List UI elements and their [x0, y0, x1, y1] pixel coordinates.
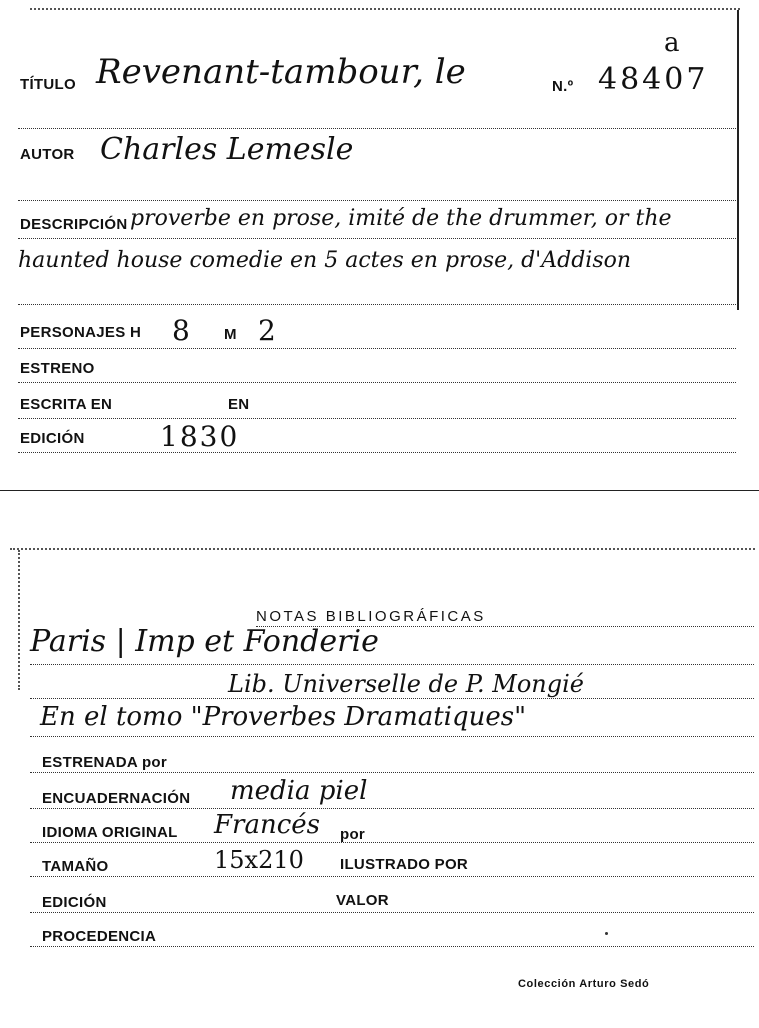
procedencia-label: PROCEDENCIA	[42, 928, 157, 945]
estreno-label: ESTRENO	[20, 360, 95, 377]
rule-descripcion-1	[18, 238, 736, 239]
tamano-value: 15x210	[214, 846, 304, 874]
edicion-value-top: 1830	[160, 420, 240, 453]
rule-edicion-bottom	[30, 912, 754, 913]
encuadernacion-label: ENCUADERNACIÓN	[42, 790, 191, 807]
card-top-bottom-edge	[0, 490, 759, 491]
card-bottom-top-edge	[10, 548, 755, 550]
escrita-label: ESCRITA EN	[20, 396, 113, 413]
rule-autor	[18, 200, 736, 201]
rule-notas-1	[30, 664, 754, 665]
valor-label: VALOR	[336, 892, 389, 909]
catalog-card-front	[0, 0, 759, 495]
rule-tamano	[30, 876, 754, 877]
notas-line2: Lib. Universelle de P. Mongié	[228, 670, 584, 698]
descripcion-label: DESCRIPCIÓN	[20, 216, 128, 233]
card-left-edge	[18, 550, 20, 690]
card-top-edge	[30, 8, 740, 10]
ink-speck	[605, 932, 608, 935]
descripcion-line2: haunted house comedie en 5 actes en prose, d'Addison	[18, 248, 632, 273]
collection-footer: Colección Arturo Sedó	[518, 978, 650, 990]
ilustrado-label: ILUSTRADO POR	[340, 856, 469, 873]
notas-heading: NOTAS BIBLIOGRÁFICAS	[256, 608, 486, 625]
personajes-m-value: 2	[258, 314, 276, 347]
card-right-edge	[737, 10, 739, 310]
autor-value: Charles Lemesle	[100, 132, 354, 167]
idioma-por-label: por	[340, 826, 366, 843]
rule-titulo	[18, 128, 736, 129]
rule-edicion	[18, 452, 736, 453]
rule-notas-3	[30, 736, 754, 737]
encuadernacion-value: media piel	[230, 776, 368, 806]
autor-label: AUTOR	[20, 146, 75, 163]
titulo-value: Revenant-tambour, le	[96, 52, 466, 92]
rule-estrenada	[30, 772, 754, 773]
idioma-label: IDIOMA ORIGINAL	[42, 824, 178, 841]
notas-line1: Paris | Imp et Fonderie	[30, 624, 379, 659]
notas-line3: En el tomo "Proverbes Dramatiques"	[40, 702, 527, 732]
rule-notas-2	[30, 698, 754, 699]
personajes-m-label: M	[224, 326, 237, 343]
rule-idioma	[30, 842, 754, 843]
personajes-h-value: 8	[172, 314, 190, 347]
rule-procedencia	[30, 946, 754, 947]
rule-descripcion-2	[18, 304, 736, 305]
estrenada-label: ESTRENADA por	[42, 754, 168, 771]
numero-suffix: a	[664, 28, 680, 58]
numero-label: N.º	[552, 78, 574, 95]
edicion-label-top: EDICIÓN	[20, 430, 85, 447]
rule-encuadernacion	[30, 808, 754, 809]
edicion-label-bottom: EDICIÓN	[42, 894, 107, 911]
escrita-en-label: EN	[228, 396, 250, 413]
titulo-label: TÍTULO	[20, 76, 76, 93]
catalog-card-back	[0, 540, 759, 1028]
rule-escrita	[18, 418, 736, 419]
rule-personajes	[18, 348, 736, 349]
personajes-label: PERSONAJES H	[20, 324, 142, 341]
numero-value: 48407	[598, 62, 709, 97]
idioma-value: Francés	[214, 810, 321, 840]
descripcion-line1: proverbe en prose, imité de the drummer, or the	[130, 206, 672, 231]
rule-estreno	[18, 382, 736, 383]
tamano-label: TAMAÑO	[42, 858, 109, 875]
